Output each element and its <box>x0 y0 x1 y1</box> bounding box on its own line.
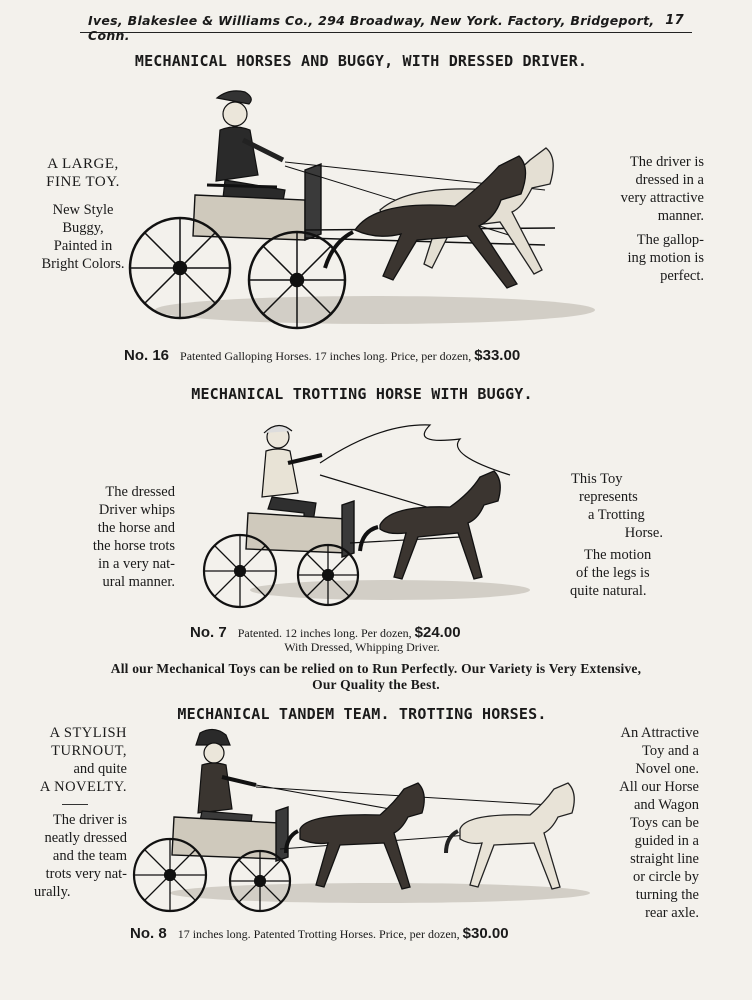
text-line: All our Horse <box>619 779 699 795</box>
text-line: TURNOUT, <box>51 743 127 759</box>
no7-left-text <box>55 483 175 591</box>
text-line: Bright Colors. <box>41 256 125 272</box>
section-title-no7: MECHANICAL TROTTING HORSE WITH BUGGY. <box>191 385 533 403</box>
item-number: No. 8 <box>130 925 167 942</box>
text-line: neatly dressed <box>44 830 127 846</box>
text-line: Driver whips <box>98 502 175 518</box>
text-line: urally. <box>34 884 71 900</box>
no8-illustration <box>130 725 595 920</box>
no7-caption <box>190 624 461 641</box>
text-line: manner. <box>657 208 704 224</box>
text-line: ing motion is <box>627 250 704 266</box>
text-line: guided in a <box>634 833 699 849</box>
text-line: and Wagon <box>633 797 699 813</box>
text-line: This Toy <box>571 471 623 487</box>
notice <box>0 661 752 693</box>
text-line: The driver is <box>52 812 127 828</box>
item-number: No. 16 <box>124 347 170 364</box>
text-line: The motion <box>584 547 652 563</box>
no7-caption-line2: With Dressed, Whipping Driver. <box>284 640 440 654</box>
price: $33.00 <box>474 347 521 364</box>
text-line: Buggy, <box>62 220 104 236</box>
no7-right-text <box>560 470 672 600</box>
text-line: trots very nat- <box>45 866 127 882</box>
text-line: The dressed <box>105 484 175 500</box>
text-line: very attractive <box>620 190 704 206</box>
price: $30.00 <box>462 925 509 942</box>
text-line: and the team <box>52 848 127 864</box>
no7-illustration <box>200 415 530 615</box>
no8-left-text <box>22 724 127 901</box>
text-line: and quite <box>73 761 127 777</box>
horse-light <box>446 783 574 889</box>
text-line: or circle by <box>632 869 699 885</box>
text-line: the horse and <box>97 520 175 536</box>
text-line: quite natural. <box>570 583 647 599</box>
text-line: A LARGE, <box>47 156 119 172</box>
no8-caption <box>130 925 509 942</box>
text-line: New Style <box>52 202 114 218</box>
text-line: Painted in <box>53 238 113 254</box>
no16-left-text <box>28 155 138 273</box>
no8-right-text <box>597 724 699 922</box>
caption-text: 17 inches long. Patented Trotting Horses. Price, per dozen, <box>177 927 460 941</box>
no16-right-text <box>594 153 704 285</box>
caption-text: Patented. 12 inches long. Per dozen, <box>237 626 412 640</box>
text-line: a Trotting <box>588 507 645 523</box>
no16-illustration <box>125 80 595 340</box>
horse-dark <box>286 783 424 889</box>
text-line: Toy and a <box>642 743 699 759</box>
text-line: in a very nat- <box>98 556 175 572</box>
text-line: of the legs is <box>576 565 650 581</box>
text-line: FINE TOY. <box>46 174 120 190</box>
section-title-no16: MECHANICAL HORSES AND BUGGY, WITH DRESSED DRIVER. <box>134 52 588 70</box>
horse-dark <box>360 471 500 579</box>
notice-line-2: Our Quality the Best. <box>312 677 440 692</box>
text-line: Novel one. <box>635 761 699 777</box>
text-line: A STYLISH <box>49 725 127 741</box>
text-line: The gallop- <box>636 232 704 248</box>
text-line: straight line <box>630 851 699 867</box>
caption-text: Patented Galloping Horses. 17 inches long. Price, per dozen, <box>180 349 472 363</box>
page-number: 17 <box>665 13 684 28</box>
no16-caption <box>124 347 520 364</box>
page-header <box>80 10 692 43</box>
text-line: turning the <box>635 887 699 903</box>
text-line: rear axle. <box>645 905 699 921</box>
publisher-line: Ives, Blakeslee & Williams Co., 294 Broadway, New York. Factory, Bridgeport, Conn. <box>88 13 655 43</box>
text-line: ural manner. <box>102 574 175 590</box>
notice-line-1: All our Mechanical Toys can be relied on to Run Perfectly. Our Variety is Very Extensive, <box>110 661 642 676</box>
item-number: No. 7 <box>190 624 227 641</box>
text-line: An Attractive <box>620 725 699 741</box>
text-line: perfect. <box>660 268 704 284</box>
driver-figure <box>262 425 322 529</box>
text-line: Toys can be <box>629 815 699 831</box>
text-line: the horse trots <box>92 538 175 554</box>
text-line: represents <box>579 489 638 505</box>
text-line: The driver is <box>629 154 704 170</box>
text-line: A NOVELTY. <box>39 779 127 795</box>
divider <box>62 804 88 805</box>
section-title-no8: MECHANICAL TANDEM TEAM. TROTTING HORSES. <box>177 705 547 723</box>
text-line: Horse. <box>624 525 663 541</box>
price: $24.00 <box>414 624 461 641</box>
text-line: dressed in a <box>635 172 704 188</box>
